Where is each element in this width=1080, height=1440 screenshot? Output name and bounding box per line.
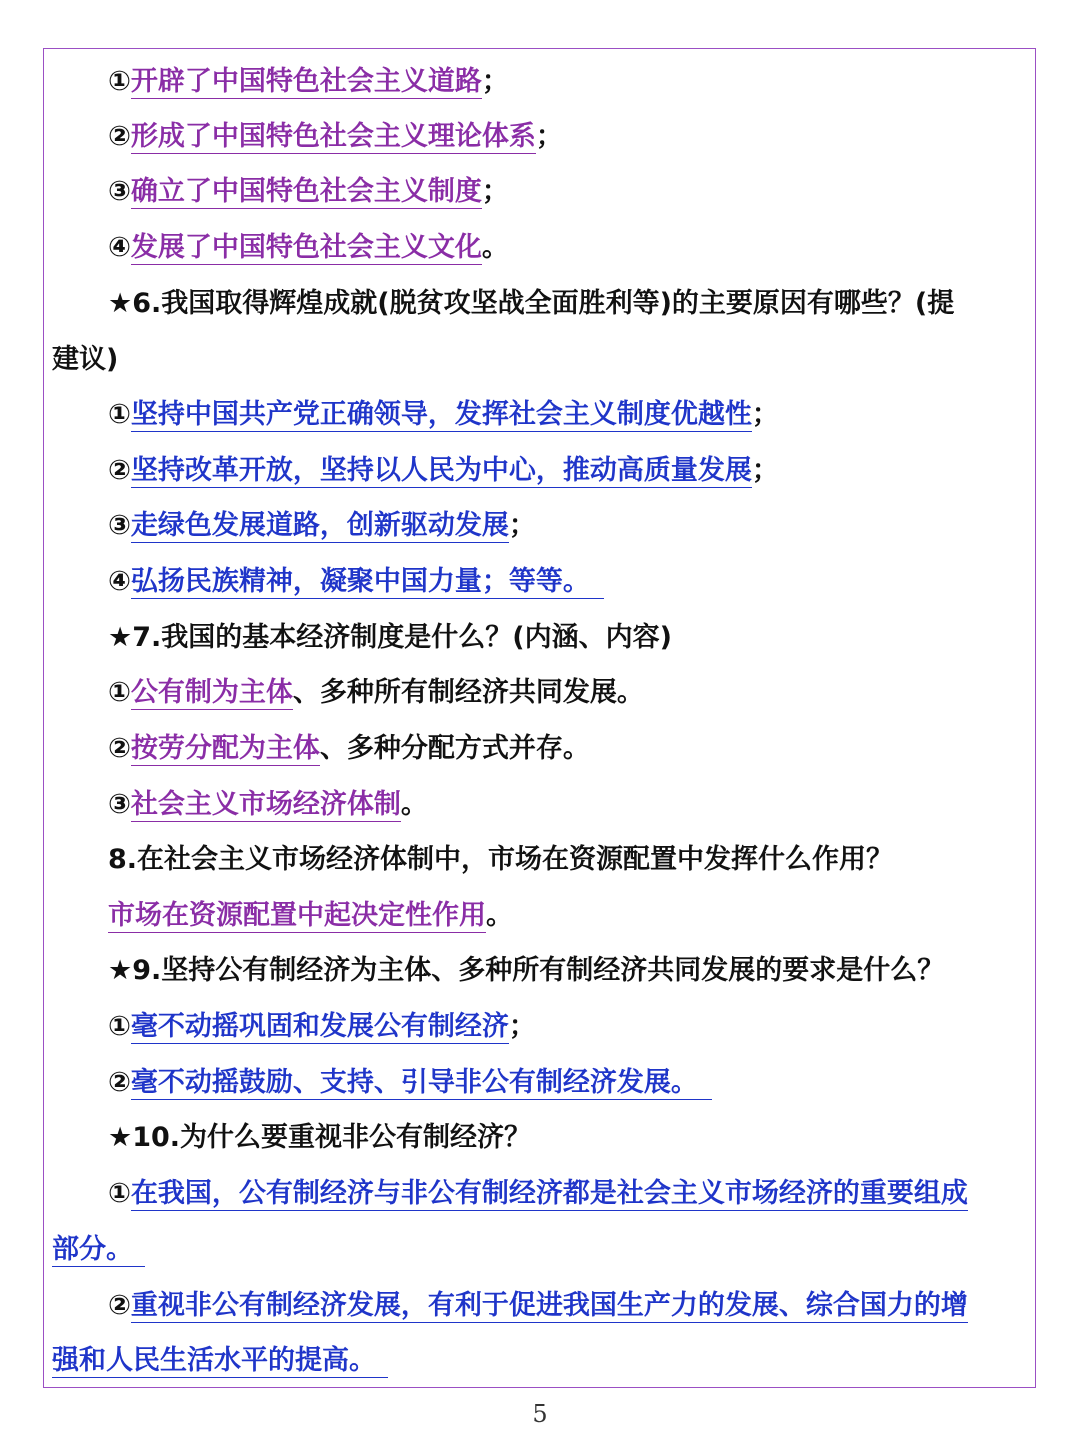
- q10-answer-2: 重视非公有制经济发展，有利于促进我国生产力的发展、综合国力的增: [130, 1290, 968, 1321]
- q7-item-3: ③社会主义市场经济体制。: [108, 789, 428, 820]
- q8-question: 8.在社会主义市场经济体制中，市场在资源配置中发挥什么作用？: [108, 844, 894, 875]
- watermark-strip: [668, 1378, 1040, 1390]
- q10-answer-2-cont: 强和人民生活水平的提高。: [52, 1345, 388, 1378]
- q6-answer-2: 坚持改革开放，坚持以人民为中心，推动高质量发展: [130, 455, 752, 486]
- q5-item-4: ④发展了中国特色社会主义文化。: [108, 232, 509, 263]
- q10-item-1: ①在我国，公有制经济与非公有制经济都是社会主义市场经济的重要组成: [108, 1178, 968, 1209]
- q9-answer-1: 毫不动摇巩固和发展公有制经济: [130, 1011, 509, 1042]
- q7-item-1: ①公有制为主体、多种所有制经济共同发展。: [108, 677, 644, 708]
- q10-question: ★10.为什么要重视非公有制经济？: [108, 1122, 532, 1153]
- q9-item-1: ①毫不动摇巩固和发展公有制经济；: [108, 1011, 536, 1042]
- q6-question-cont: 建议): [52, 344, 119, 375]
- q10-answer-1-cont: 部分。: [52, 1234, 145, 1267]
- q6-answer-1: 坚持中国共产党正确领导，发挥社会主义制度优越性: [130, 399, 752, 430]
- q6-question: ★6.我国取得辉煌成就(脱贫攻坚战全面胜利等)的主要原因有哪些？(提: [108, 288, 955, 319]
- q7-answer-1: 公有制为主体: [130, 677, 293, 708]
- q5-answer-4: 发展了中国特色社会主义文化: [130, 232, 482, 263]
- q10-item-2: ②重视非公有制经济发展，有利于促进我国生产力的发展、综合国力的增: [108, 1290, 968, 1321]
- q6-item-1: ①坚持中国共产党正确领导，发挥社会主义制度优越性；: [108, 399, 779, 430]
- q9-question: ★9.坚持公有制经济为主体、多种所有制经济共同发展的要求是什么？: [108, 955, 945, 986]
- q5-item-1: ①开辟了中国特色社会主义道路；: [108, 66, 509, 97]
- q5-answer-2: 形成了中国特色社会主义理论体系: [130, 121, 536, 152]
- q7-item-2: ②按劳分配为主体、多种分配方式并存。: [108, 733, 590, 764]
- q6-answer-3: 走绿色发展道路，创新驱动发展: [130, 510, 509, 541]
- q7-answer-3: 社会主义市场经济体制: [130, 789, 401, 820]
- q10-item-1-cont: [52, 1230, 145, 1270]
- q5-answer-1: 开辟了中国特色社会主义道路: [130, 66, 482, 97]
- q5-item-3: ③确立了中国特色社会主义制度；: [108, 176, 509, 207]
- page-number: 5: [532, 1400, 548, 1428]
- q6-item-2: ②坚持改革开放，坚持以人民为中心，推动高质量发展；: [108, 455, 779, 486]
- q7-answer-2: 按劳分配为主体: [130, 733, 320, 764]
- q10-answer-1: 在我国，公有制经济与非公有制经济都是社会主义市场经济的重要组成: [130, 1178, 968, 1209]
- q6-answer-4: 弘扬民族精神，凝聚中国力量；等等。: [131, 566, 604, 599]
- q8-answer: 市场在资源配置中起决定性作用: [108, 900, 486, 931]
- q9-item-2: ②毫不动摇鼓励、支持、引导非公有制经济发展。: [108, 1063, 712, 1103]
- q10-item-2-cont: [52, 1341, 388, 1381]
- q6-item-4: ④弘扬民族精神，凝聚中国力量；等等。: [108, 562, 604, 602]
- q6-item-3: ③走绿色发展道路，创新驱动发展；: [108, 510, 536, 541]
- q7-question: ★7.我国的基本经济制度是什么？(内涵、内容): [108, 622, 672, 653]
- q9-answer-2: 毫不动摇鼓励、支持、引导非公有制经济发展。: [131, 1067, 712, 1100]
- q5-answer-3: 确立了中国特色社会主义制度: [130, 176, 482, 207]
- q8-answer-line: 市场在资源配置中起决定性作用。: [108, 900, 513, 931]
- q5-item-2: ②形成了中国特色社会主义理论体系；: [108, 121, 563, 152]
